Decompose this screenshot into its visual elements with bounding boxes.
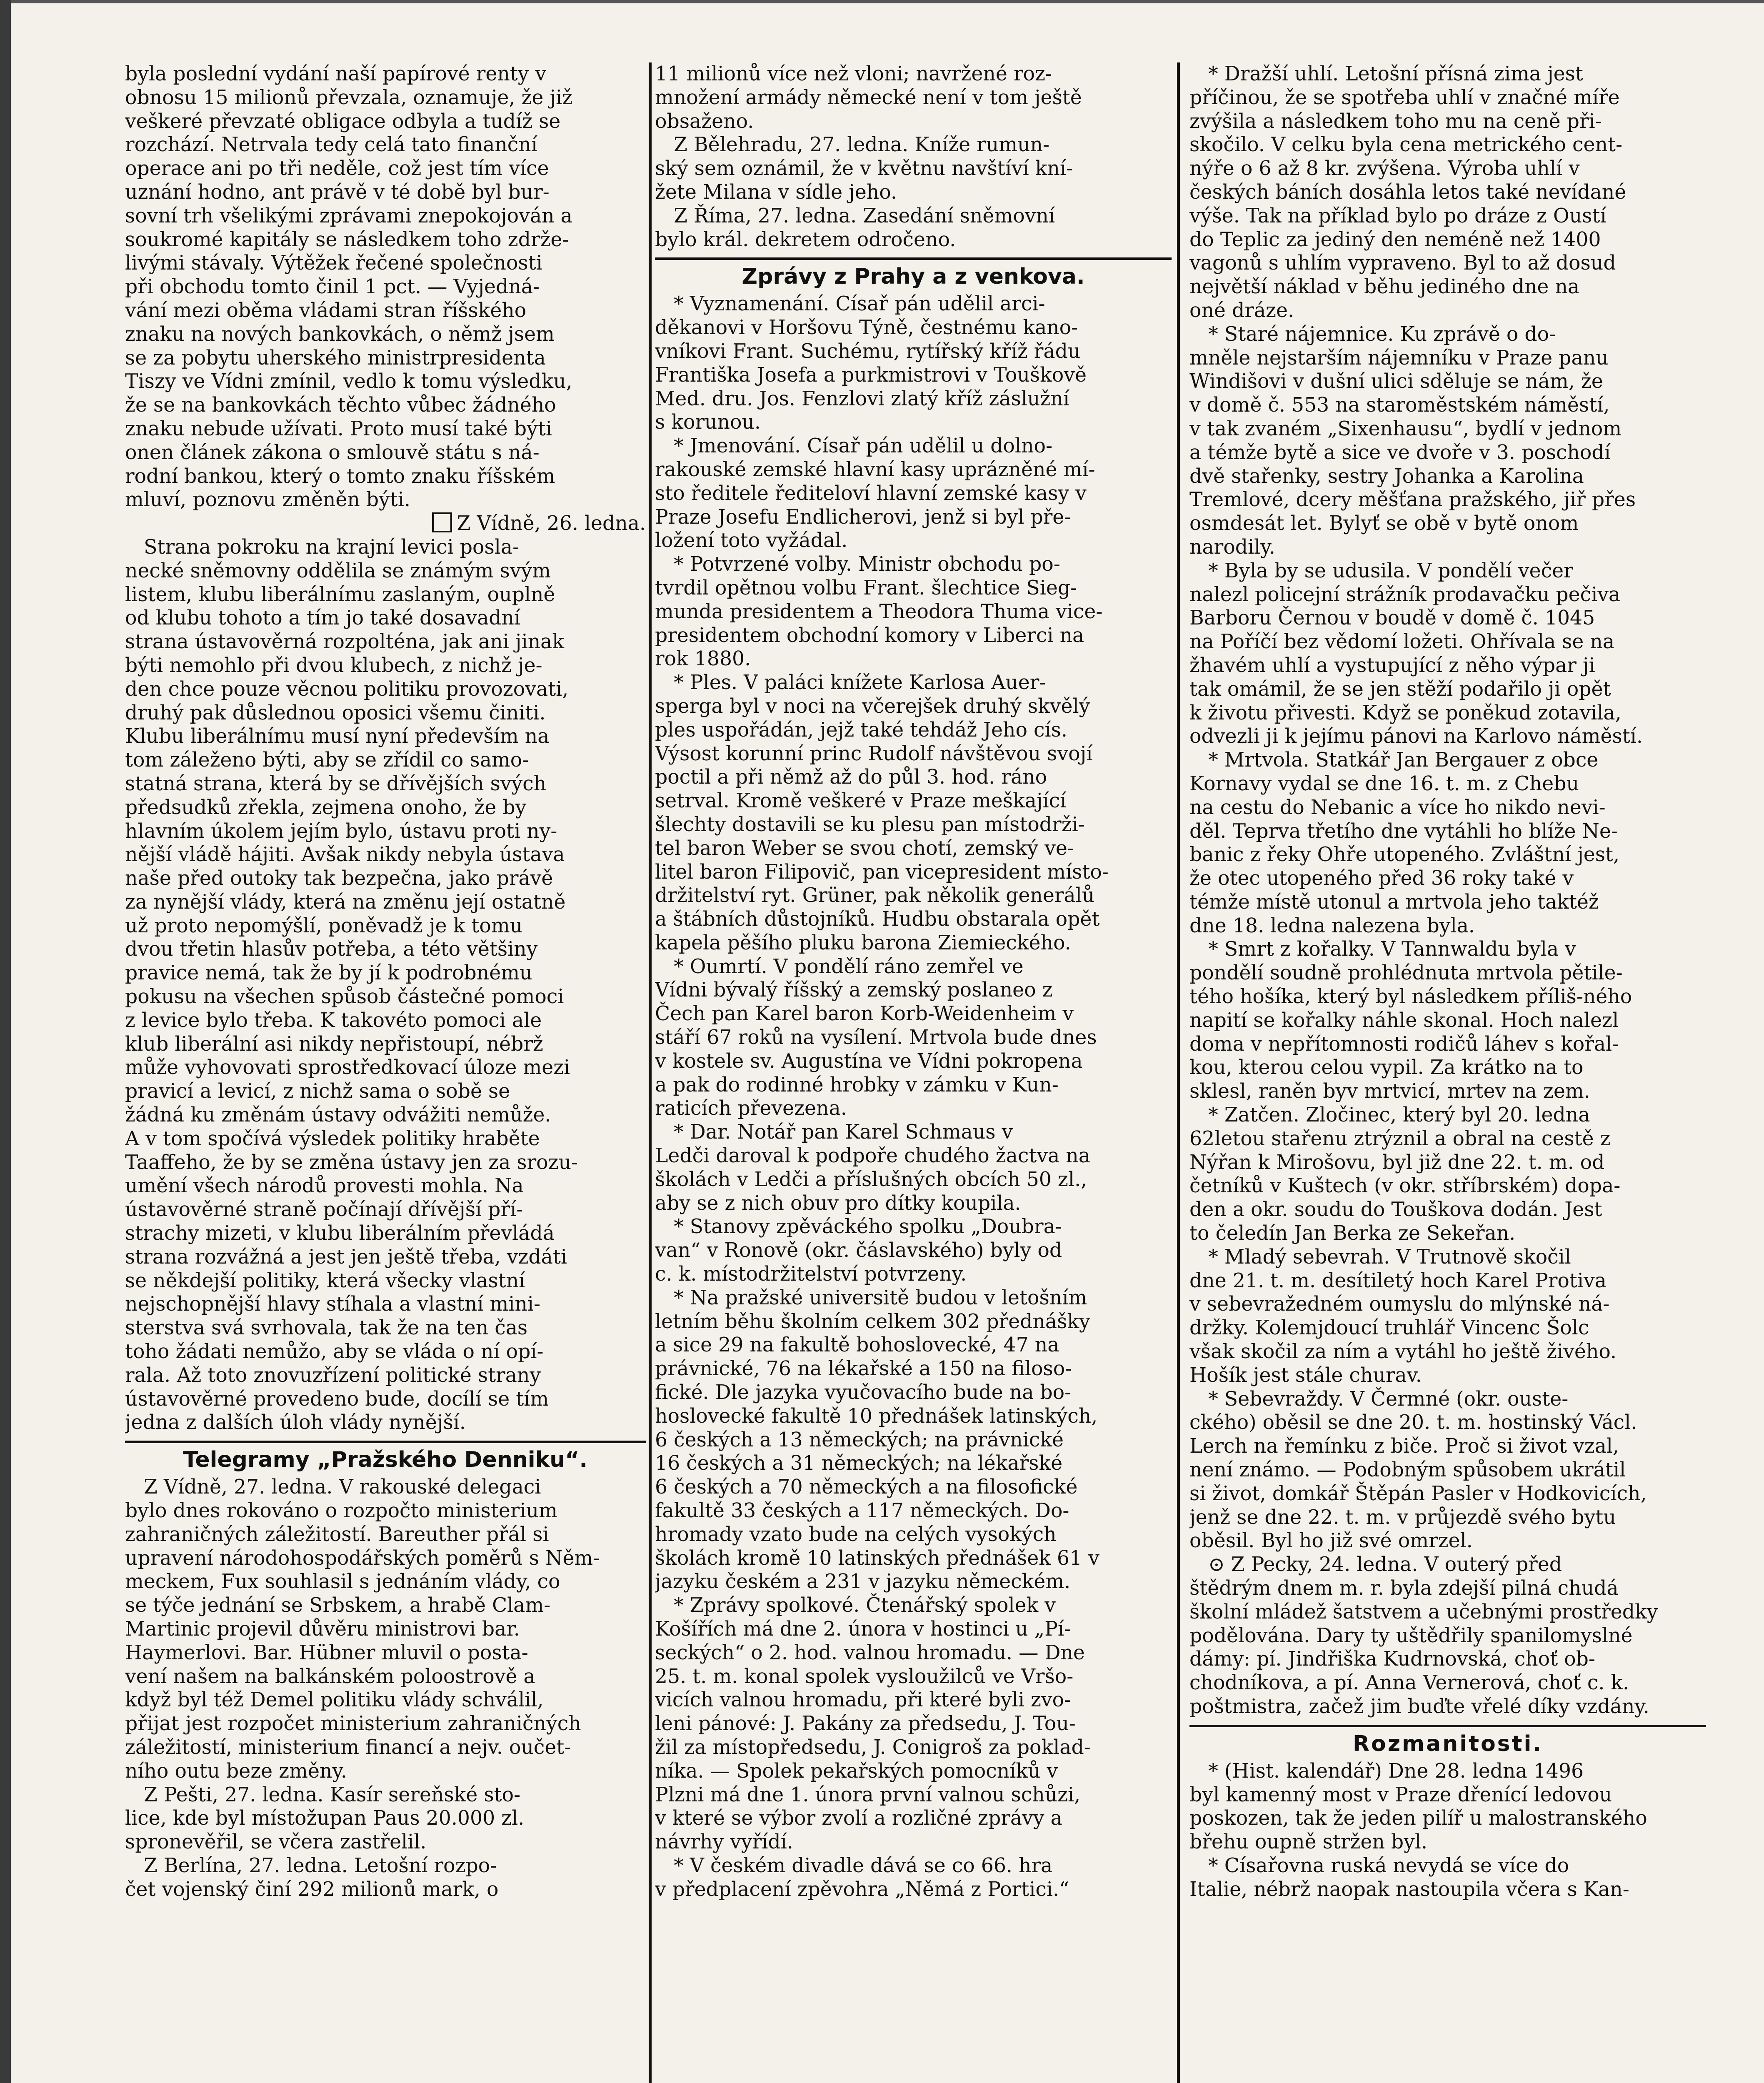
column-rule-1 xyxy=(649,62,652,2083)
telegrams-text: Z Vídně, 27. ledna. V rakouské delegaci bylo dnes rokováno o rozpočto ministerium zahraničných záležitostí. Bareuther přál si upravení národohospodářských poměrů s Něm- meckem, Fux souhlasil s jednáním vlády, co se týče jednání se Srbskem, a hrabě Clam- Martinic projevil důvěru ministrovi bar. Haymerlovi. Bar. Hübner mluvil o posta- vení našem na balkánském poloostrově a když byl též Demel politiku vlády schválil, přijat jest rozpočet ministerium zahraničných záležitostí, ministerium financí a nejv. oučet- ního outu beze změny. Z Pešti, 27. ledna. Kasír sereňské sto- lice, kde byl místožupan Paus 20.000 zl. spronevěřil, se včera zastřelil. Z Berlína, 27. ledna. Letošní rozpo- čet vojenský činí 292 milionů mark, o xyxy=(125,1476,600,1901)
section-heading: Telegramy „Pražského Denniku“. xyxy=(183,1447,588,1473)
top-edge xyxy=(0,0,1764,3)
section-rule xyxy=(125,1441,646,1443)
left-edge-shadow xyxy=(0,0,11,2083)
section-rule xyxy=(1189,1725,1706,1727)
telegrams-text: 11 milionů více než vloni; navržené roz- množení armády německé není v tom ještě obsaženo. Z Bělehradu, 27. ledna. Kníže rumun- ský sem oznámil, že v květnu navštíví kní- žete Milana v sídle jeho. Z Říma, 27. ledna. Zasedání sněmovní bylo král. dekretem odročeno. xyxy=(655,62,1082,251)
dateline-text: Z Vídně, 26. ledna. xyxy=(457,512,646,535)
square-marker-icon xyxy=(432,512,452,532)
section-heading: Rozmanitosti. xyxy=(1352,1731,1543,1756)
section-heading: Zprávy z Prahy a z venkova. xyxy=(742,264,1085,290)
miscellany-text: * (Hist. kalendář) Dne 28. ledna 1496 byl kamenný most v Praze dřenící ledovou poskozen, tak že jeden pilíř u malostranského břehu oupně stržen byl. * Císařovna ruská nevydá se více do Italie, nébrž naopak nastoupila včera s Kan- xyxy=(1189,1759,1647,1901)
article-text: byla poslední vydání naší papírové renty v obnosu 15 milionů převzala, oznamuje, že již veškeré převzaté obligace odbyla a tudíž se rozchází. Netrvala tedy celá tato finanční operace ani po tři neděle, což jest tím více uznání hodno, ant právě v té době byl bur- sovní trh všelikými zprávami znepokojován a soukromé kapitály se následkem toho zdrže- livými stávaly. Výtěžek řečené společnosti při obchodu tomto činil 1 pct. — Vyjedná- vání mezi oběma vládami stran říšského znaku na nových bankovkách, o němž jsem se za pobytu uherského ministrpresidenta Tiszy ve Vídni zmínil, vedlo k tomu výsledku, že se na bankovkách těchto vůbec žádného znaku nebude užívati. Proto musí také býti onen článek zákona o smlouvě státu s ná- rodní bankou, který o tomto znaku říšském mluví, poznovu změněn býti. xyxy=(125,62,573,512)
column-3 xyxy=(1189,62,1706,2083)
dateline xyxy=(125,512,646,536)
column-rule-2 xyxy=(1177,62,1180,2083)
column-2 xyxy=(655,62,1172,2083)
column-1 xyxy=(125,62,646,2083)
article-text: Strana pokroku na krajní levici posla- necké sněmovny oddělila se známým svým listem, klubu liberálnímu zaslaným, ouplně od klubu tohoto a tím jo také dosavadní strana ústavověrná rozpolténa, jak ani jinak býti nemohlo při dvou klubech, z nichž je- den chce pouze věcnou politiku provozovati, druhý pak důslednou oposici všemu činiti. Klubu liberálnímu musí nyní především na tom záleženo býti, aby se zřídil co samo- statná strana, která by se dřívějších svých předsudků zřekla, zejmena onoho, že by hlavním úkolem jejím bylo, ústavu proti ny- nější vládě hájiti. Avšak nikdy nebyla ústava naše před outoky tak bezpečna, jako právě za nynější vlády, která na změnu její ostatně už proto nepomýšlí, poněvadž je k tomu dvou třetin hlasův potřeba, a této většiny pravice nemá, tak že by jí k podrobnému pokusu na všechen spůsob částečné pomoci z levice bylo třeba. K takovéto pomoci ale klub liberální asi nikdy nepřistoupí, nébrž může vyhovovati sprostředkovací úloze mezi pravicí a levicí, z nichž sama o sobě se žádná ku změnám ústavy odvážiti nemůže. A v tom spočívá výsledek politiky hraběte Taaffeho, že by se změna ústavy jen za srozu- umění všech národů provesti mohla. Na ústavověrné straně počínají dřívější pří- strachy mizeti, v klubu liberálním převládá strana rozvážná a jest jen ještě třeba, vzdáti se někdejší politiky, která všecky vlastní nejschopnější hlavy stíhala a vlastní mini- sterstva svá svrhovala, tak že na ten čas toho žádati nemůžo, aby se vláda o ní opí- rala. Až toto znovuzřízení politické strany ústavověrné provedeno bude, docílí se tím jedna z dalších úloh vlády nynější. xyxy=(125,535,578,1434)
section-rule xyxy=(655,257,1172,260)
news-text: * Dražší uhlí. Letošní přísná zima jest příčinou, že se spotřeba uhlí v značné míře zvýšila a následkem toho mu na ceně při- skočilo. V celku byla cena metrického cent- nýře o 6 až 8 kr. zvýšena. Výroba uhlí v českých báních dosáhla letos také nevídané výše. Tak na příklad bylo po dráze z Oustí do Teplic za jediný den neméně než 1400 vagonů s uhlím vypraveno. Byl to až dosud největší náklad v běhu jediného dne na oné dráze. * Staré nájemnice. Ku zprávě o do- mněle nejstarším nájemníku v Praze panu Windišovi v dušní ulici sděluje se nám, že v domě č. 553 na staroměstském náměstí, v tak zvaném „Sixenhausu“, bydlí v jednom a témže bytě a sice ve dvoře v 3. poschodí dvě stařenky, sestry Johanka a Karolina Tremlové, dcery měšťana pražského, jiř přes osmdesát let. Bylyť se obě v bytě onom narodily. * Byla by se udusila. V pondělí večer nalezl policejní strážník prodavačku pečiva Barboru Černou v boudě v domě č. 1045 na Poříčí bez vědomí ložeti. Ohřívala se na žhavém uhlí a vystupující z něho výpar ji tak omámil, že se jen stěží podařilo ji opět k životu přivesti. Když se poněkud zotavila, odvezli ji k jejímu pánovi na Karlovo náměstí. * Mrtvola. Statkář Jan Bergauer z obce Kornavy vydal se dne 16. t. m. z Chebu na cestu do Nebanic a více ho nikdo nevi- děl. Teprva třetího dne vytáhli ho blíže Ne- banic z řeky Ohře utopeného. Zvláštní jest, že otec utopeného před 36 roky také v témže místě utonul a mrtvola jeho taktéž dne 18. ledna nalezena byla. * Smrt z kořalky. V Tannwaldu byla v pondělí soudně prohlédnuta mrtvola pětile- tého hošíka, který byl následkem příliš-ného napití se kořalky náhle skonal. Hoch nalezl doma v nepřítomnosti rodičů láhev s kořal- kou, kterou celou vypil. Za krátko na to sklesl, raněn byv mrtvicí, mrtev na zem. * Zatčen. Zločinec, který byl 20. ledna 62letou stařenu ztrýznil a obral na cestě z Nýřan k Mirošovu, byl již dne 22. t. m. od četníků v Kuštech (v okr. stříbrském) dopa- den a okr. soudu do Touškova dodán. Jest to čeledín Jan Berka ze Sekeřan. * Mladý sebevrah. V Trutnově skočil dne 21. t. m. desítiletý hoch Karel Protiva v sebevražedném oumyslu do mlýnské ná- držky. Kolemjdoucí truhlář Vincenc Šolc však skočil za ním a vytáhl ho ještě živého. Hošík jest stále churav. * Sebevraždy. V Čermné (okr. ouste- ckého) oběsil se dne 20. t. m. hostinský Václ. Lerch na řemínku z biče. Proč si život vzal, není známo. — Podobným spůsobem ukrátil si život, domkář Štěpán Pasler v Hodkovicích, jenž se dne 22. t. m. v průjezdě svého bytu oběsil. Byl ho již své omrzel. ⊙ Z Pecky, 24. ledna. V outerý před štědrým dnem m. r. byla zdejší pilná chudá školní mládež šatstvem a učebnými prostředky podělována. Dary ty uštědřily spanilomyslné dámy: pí. Jindřiška Kudrnovská, choť ob- chodníkova, a pí. Anna Vernerová, choť c. k. poštmistra, začež jim buďte vřelé díky vzdány. xyxy=(1189,62,1658,1718)
news-text: * Vyznamenání. Císař pán udělil arci- děkanovi v Horšovu Týně, čestnému kano- vníkovi Frant. Suchému, rytířský kříž řádu Františka Josefa a purkmistrovi v Touškově Med. dru. Jos. Fenzlovi zlatý kříž záslužní s korunou. * Jmenování. Císař pán udělil u dolno- rakouské zemské hlavní kasy uprázněné mí- sto ředitele řediteloví hlavní zemské kasy v Praze Josefu Endlicherovi, jenž si byl pře- ložení toto vyžádal. * Potvrzené volby. Ministr obchodu po- tvrdil opětnou volbu Frant. šlechtice Sieg- munda presidentem a Theodora Thuma vice- presidentem obchodní komory v Liberci na rok 1880. * Ples. V paláci knížete Karlosa Auer- sperga byl v noci na včerejšek druhý skvělý ples uspořádán, jejž také tehdáž Jeho cís. Výsost korunní princ Rudolf návštěvou svojí poctil a při němž až do půl 3. hod. ráno setrval. Kromě veškeré v Praze meškající šlechty dostavili se ku plesu pan místodrži- tel baron Weber se svou chotí, zemský ve- litel baron Filipovič, pan vicepresident místo- držitelství ryt. Grüner, pak několik generálů a štábních důstojníků. Hudbu obstarala opět kapela pěšího pluku barona Ziemieckého. * Oumrtí. V pondělí ráno zemřel ve Vídni bývalý říšský a zemský poslaneo z Čech pan Karel baron Korb-Weidenheim v stáří 67 roků na vysílení. Mrtvola bude dnes v kostele sv. Augustína ve Vídni pokropena a pak do rodinné hrobky v zámku v Kun- raticích převezena. * Dar. Notář pan Karel Schmaus v Ledči daroval k podpoře chudého žactva na školách v Ledči a příslušných obcích 50 zl., aby se z nich obuv pro dítky koupila. * Stanovy zpěváckého spolku „Doubra- van“ v Ronově (okr. čáslavského) byly od c. k. místodržitelství potvrzeny. * Na pražské universitě budou v letošním letním běhu školním celkem 302 přednášky a sice 29 na fakultě bohoslovecké, 47 na právnické, 76 na lékařské a 150 na filoso- fické. Dle jazyka vyučovacího bude na bo- hoslovecké fakultě 10 přednášek latinských, 6 českých a 13 německých; na právnické 16 českých a 31 německých; na lékařské 6 českých a 70 německých a na filosofické fakultě 33 českých a 117 německých. Do- hromady vzato bude na celých vysokých školách kromě 10 latinských přednášek 61 v jazyku českém a 231 v jazyku německém. * Zprávy spolkové. Čtenářský spolek v Košířích má dne 2. února v hostinci u „Pí- seckých“ o 2. hod. valnou hromadu. — Dne 25. t. m. konal spolek vysloužilců ve Vršo- vicích valnou hromadu, při které byli zvo- leni pánové: J. Pakány za předsedu, J. Tou- žil za místopředsedu, J. Conigroš za poklad- níka. — Spolek pekařských pomocníků v Plzni má dne 1. února první valnou schůzi, v které se výbor zvolí a rozličné zprávy a návrhy vyřídí. * V českém divadle dává se co 66. hra v předplacení zpěvohra „Němá z Portici.“ xyxy=(655,292,1109,1901)
